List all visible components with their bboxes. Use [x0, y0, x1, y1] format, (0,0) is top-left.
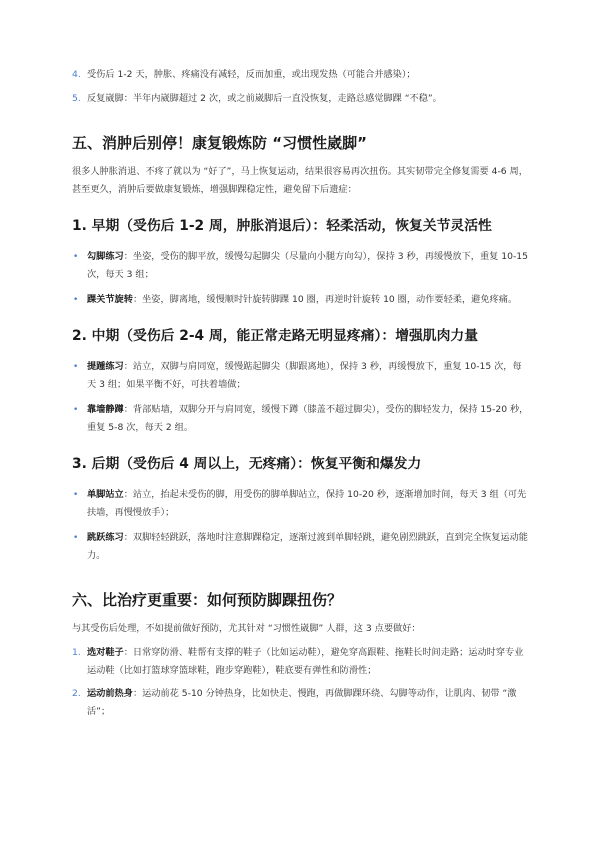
exercise-desc: ：站立，双脚与肩同宽，缓慢踮起脚尖（脚跟离地），保持 3 秒，再缓慢放下，重复 10-15 次，每天 3 组；如果平衡不好，可扶着墙做；: [87, 361, 522, 390]
subheading-late-phase: 3. 后期（受伤后 4 周以上，无疼痛）：恢复平衡和爆发力: [72, 456, 422, 472]
bullet-list-early: [72, 248, 530, 309]
list-item: [72, 529, 530, 565]
exercise-term: 跳跃练习: [87, 532, 124, 543]
numbered-list-prevention: [72, 644, 530, 721]
exercise-desc: ：背部贴墙，双脚分开与肩同宽，缓慢下蹲（膝盖不超过脚尖），受伤的脚轻发力，保持 15-20 秒，重复 5-8 次，每天 2 组。: [87, 404, 529, 433]
section-heading-rehab: 五、消肿后别停！康复锻炼防 “习惯性崴脚”: [72, 134, 367, 152]
exercise-term: 提踵练习: [87, 361, 124, 372]
exercise-term: 勾脚练习: [87, 251, 124, 262]
bullet-icon: •: [73, 533, 79, 543]
bullet-list-late: [72, 486, 530, 565]
exercise-desc: ：坐姿，受伤的脚平放，缓慢勾起脚尖（尽量向小腿方向勾），保持 3 秒，再缓慢放下，重复 10-15 次，每天 3 组；: [87, 251, 528, 280]
exercise-term: 靠墙静蹲: [87, 404, 124, 415]
bullet-icon: •: [73, 252, 79, 262]
list-item: [72, 66, 530, 84]
subheading-early-phase: 1. 早期（受伤后 1-2 周，肿胀消退后）：轻柔活动，恢复关节灵活性: [72, 218, 492, 234]
list-item: [72, 291, 530, 309]
list-number: 1.: [72, 647, 81, 658]
document-content: [72, 66, 530, 726]
bullet-icon: •: [73, 405, 79, 415]
list-item: [72, 90, 530, 108]
section-intro-rehab: 很多人肿胀消退、不疼了就以为 “好了”，马上恢复运动，结果很容易再次扭伤。其实韧带完全修复需要 4-6 周，甚至更久，消肿后要做康复锻炼，增强脚踝稳定性，避免留下后遗症：: [72, 166, 528, 195]
exercise-desc: ：双脚轻轻跳跃，落地时注意脚踝稳定，逐渐过渡到单脚轻跳，避免剧烈跳跃，直到完全恢复运动能力。: [87, 532, 528, 561]
list-item: [72, 358, 530, 394]
list-item: [72, 685, 530, 721]
list-number: 2.: [72, 688, 81, 699]
tip-desc: ：运动前花 5-10 分钟热身，比如快走、慢跑，再做脚踝环绕、勾脚等动作，让肌肉、韧带 “激活”；: [87, 688, 517, 717]
list-item-text: 受伤后 1-2 天，肿胀、疼痛没有减轻，反而加重，或出现发热（可能合并感染）；: [87, 69, 416, 80]
list-item: [72, 486, 530, 522]
list-item-text: 反复崴脚：半年内崴脚超过 2 次，或之前崴脚后一直没恢复，走路总感觉脚踝 “不稳”。: [87, 93, 442, 104]
list-item: [72, 248, 530, 284]
numbered-list-continued: [72, 66, 530, 108]
tip-term: 运动前热身: [87, 688, 133, 699]
bullet-icon: •: [73, 362, 79, 372]
list-number: 4.: [72, 69, 81, 80]
bullet-icon: •: [73, 490, 79, 500]
exercise-term: 单脚站立: [87, 489, 124, 500]
section-intro-prevention: 与其受伤后处理，不如提前做好预防，尤其针对 “习惯性崴脚” 人群，这 3 点要做好：: [72, 623, 421, 634]
tip-term: 选对鞋子: [87, 647, 124, 658]
section-heading-prevention: 六、比治疗更重要：如何预防脚踝扭伤？: [72, 591, 343, 609]
exercise-desc: ：坐姿，脚离地，缓慢顺时针旋转脚踝 10 圈，再逆时针旋转 10 圈，动作要轻柔，避免疼痛。: [132, 294, 518, 305]
exercise-term: 踝关节旋转: [87, 294, 133, 305]
exercise-desc: ：站立，抬起未受伤的脚，用受伤的脚单脚站立，保持 10-20 秒，逐渐增加时间，每天 3 组（可先扶墙，再慢慢放手）；: [87, 489, 527, 518]
tip-desc: ：日常穿防滑、鞋帮有支撑的鞋子（比如运动鞋），避免穿高跟鞋、拖鞋长时间走路；运动时穿专业运动鞋（比如打篮球穿篮球鞋，跑步穿跑鞋），鞋底要有弹性和防滑性；: [87, 647, 524, 676]
subheading-middle-phase: 2. 中期（受伤后 2-4 周，能正常走路无明显疼痛）：增强肌肉力量: [72, 328, 478, 344]
list-number: 5.: [72, 93, 81, 104]
list-item: [72, 644, 530, 680]
list-item: [72, 401, 530, 437]
bullet-icon: •: [73, 295, 79, 305]
bullet-list-middle: [72, 358, 530, 437]
